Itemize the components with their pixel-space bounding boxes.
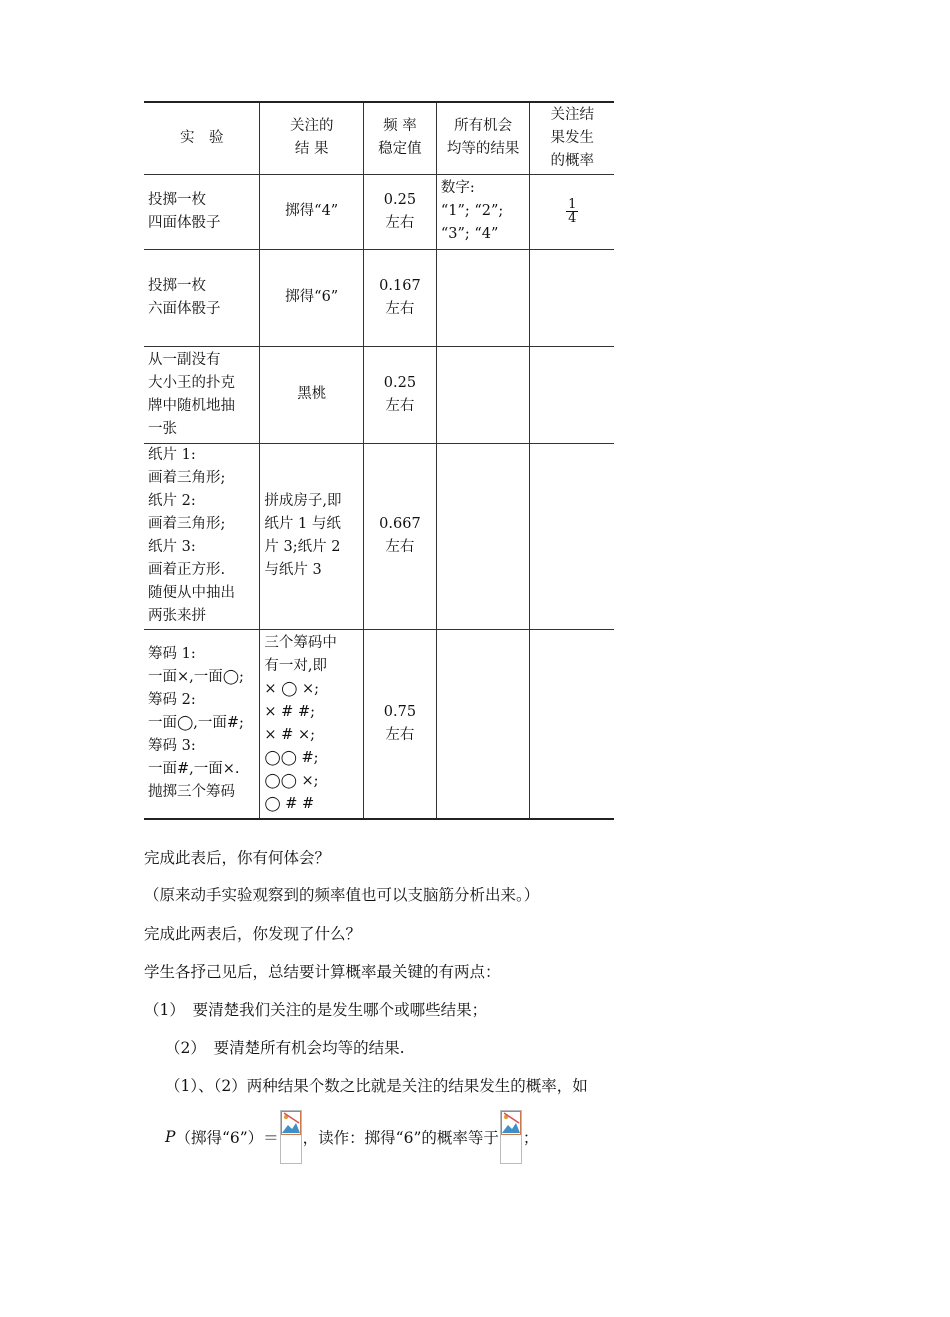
table-row bbox=[144, 249, 614, 346]
cell-line: 0.667 bbox=[379, 516, 421, 532]
cell-line: 筹码 2: bbox=[148, 692, 196, 709]
cell-line: 掷得“4” bbox=[285, 203, 339, 219]
result-cell bbox=[260, 629, 364, 819]
paragraph: 完成此表后，你有何体会？ bbox=[144, 849, 331, 867]
cell-line: 一面◯,一面#; bbox=[148, 715, 244, 732]
cell-line: 所有机会 bbox=[454, 118, 513, 135]
cell-line: 画着三角形; bbox=[148, 516, 226, 532]
cell-line: 一张 bbox=[148, 420, 177, 437]
cell-line: ◯◯ ×; bbox=[264, 772, 319, 789]
cell-line: 画着正方形. bbox=[148, 562, 226, 578]
cell-line: 随便从中抽出 bbox=[148, 585, 235, 601]
cell-line: 稳定值 bbox=[378, 141, 422, 158]
cell-line: 与纸片 3 bbox=[264, 562, 322, 578]
cell-line: 筹码 1: bbox=[148, 646, 196, 663]
probability-cell bbox=[530, 174, 614, 249]
outcomes-cell bbox=[436, 249, 530, 346]
paragraph: （1）、（2）两种结果个数之比就是关注的结果发生的概率，如 bbox=[165, 1077, 588, 1095]
header-cell bbox=[144, 102, 260, 174]
cell-line: 一面#,一面×. bbox=[148, 761, 240, 778]
cell-line: 抛掷三个筹码 bbox=[148, 784, 235, 801]
cell-line: 0.25 bbox=[383, 191, 417, 208]
cell-line: 左右 bbox=[385, 726, 415, 743]
cell-line: 大小王的扑克 bbox=[148, 374, 235, 391]
cell-line: 四面体骰子 bbox=[148, 214, 221, 231]
result-cell bbox=[260, 249, 364, 346]
formula-p-symbol: P bbox=[165, 1128, 176, 1146]
cell-line: 画着三角形; bbox=[148, 470, 226, 486]
outcomes-cell bbox=[436, 443, 530, 629]
cell-line: 两张来拼 bbox=[148, 608, 206, 624]
probability-table bbox=[144, 101, 614, 820]
cell-line: 数字: bbox=[440, 180, 475, 196]
cell-line: 投掷一枚 bbox=[148, 191, 206, 208]
outcomes-cell bbox=[436, 174, 530, 249]
frequency-cell bbox=[364, 346, 437, 443]
formula-text: ； bbox=[522, 1129, 539, 1147]
header-cell bbox=[530, 102, 614, 174]
broken-image-icon bbox=[280, 1110, 302, 1164]
experiment-cell bbox=[144, 174, 260, 249]
experiment-cell bbox=[144, 249, 260, 346]
frequency-cell bbox=[364, 629, 437, 819]
probability-fraction bbox=[566, 198, 578, 225]
broken-image-icon bbox=[500, 1110, 522, 1164]
cell-line: ◯◯ #; bbox=[264, 749, 319, 766]
cell-line: 实 验 bbox=[179, 129, 224, 146]
probability-cell bbox=[530, 249, 614, 346]
cell-line: 三个筹码中 bbox=[264, 634, 337, 651]
probability-cell bbox=[530, 629, 614, 819]
result-cell bbox=[260, 443, 364, 629]
outcomes-cell bbox=[436, 346, 530, 443]
formula-text: （掷得“6”）＝ bbox=[175, 1129, 279, 1147]
probability-cell bbox=[530, 443, 614, 629]
cell-line: 关注结 bbox=[550, 106, 594, 123]
table-header-row bbox=[144, 102, 614, 174]
cell-line: × ◯ ×; bbox=[264, 680, 320, 697]
frequency-cell bbox=[364, 443, 437, 629]
cell-line: 黑桃 bbox=[297, 386, 327, 402]
experiment-cell bbox=[144, 443, 260, 629]
table-row bbox=[144, 174, 614, 249]
cell-line: 0.167 bbox=[379, 277, 421, 294]
frequency-cell bbox=[364, 174, 437, 249]
cell-line: 拼成房子,即 bbox=[264, 493, 342, 509]
cell-line: 掷得“6” bbox=[285, 289, 339, 305]
cell-line: 片 3;纸片 2 bbox=[264, 539, 341, 555]
cell-line: 关注的 bbox=[289, 118, 334, 135]
cell-line: 结 果 bbox=[294, 141, 329, 158]
cell-line: 左右 bbox=[385, 397, 415, 414]
result-cell bbox=[260, 174, 364, 249]
cell-line: “3”; “4” bbox=[440, 226, 499, 242]
paragraph: 完成此两表后，你发现了什么？ bbox=[144, 925, 362, 943]
cell-line: 0.75 bbox=[383, 703, 417, 720]
cell-line: 频 率 bbox=[383, 118, 417, 135]
cell-line: 从一副没有 bbox=[148, 351, 221, 368]
fraction-denominator: 4 bbox=[568, 211, 577, 226]
table-row bbox=[144, 443, 614, 629]
table-row bbox=[144, 629, 614, 819]
header-cell bbox=[436, 102, 530, 174]
cell-line: 左右 bbox=[385, 539, 415, 555]
cell-line: 筹码 3: bbox=[148, 738, 196, 755]
outcomes-cell bbox=[436, 629, 530, 819]
paragraph: （1） 要清楚我们关注的是发生哪个或哪些结果； bbox=[144, 1001, 488, 1019]
cell-line: 纸片 1 与纸 bbox=[264, 516, 341, 532]
frequency-cell bbox=[364, 249, 437, 346]
cell-line: 纸片 3: bbox=[148, 539, 196, 555]
cell-line: 左右 bbox=[385, 300, 415, 317]
experiment-cell bbox=[144, 346, 260, 443]
cell-line: 六面体骰子 bbox=[148, 300, 221, 317]
cell-line: 有一对,即 bbox=[264, 657, 328, 674]
paragraph: （2） 要清楚所有机会均等的结果. bbox=[165, 1039, 405, 1057]
cell-line: 纸片 2: bbox=[148, 493, 196, 509]
cell-line: × # ×; bbox=[264, 726, 315, 743]
cell-line: 果发生 bbox=[550, 129, 594, 146]
cell-line: 左右 bbox=[385, 214, 415, 231]
header-cell bbox=[260, 102, 364, 174]
cell-line: 纸片 1: bbox=[148, 447, 196, 463]
experiment-cell bbox=[144, 629, 260, 819]
cell-line: × # #; bbox=[264, 703, 315, 720]
cell-line: 0.25 bbox=[383, 374, 417, 391]
cell-line: 的概率 bbox=[550, 152, 594, 169]
fraction-numerator: 1 bbox=[568, 197, 577, 212]
result-cell bbox=[260, 346, 364, 443]
probability-formula-line bbox=[165, 1110, 538, 1164]
cell-line: 一面×,一面◯; bbox=[148, 669, 244, 686]
cell-line: ◯ # # bbox=[264, 795, 315, 812]
formula-text: ，读作：掷得“6”的概率等于 bbox=[302, 1129, 499, 1147]
paragraph: （原来动手实验观察到的频率值也可以支脑筋分析出来。） bbox=[144, 886, 540, 904]
probability-cell bbox=[530, 346, 614, 443]
paragraph: 学生各抒己见后，总结要计算概率最关键的有两点： bbox=[144, 963, 501, 981]
cell-line: 投掷一枚 bbox=[148, 277, 206, 294]
table-row bbox=[144, 346, 614, 443]
cell-line: 均等的结果 bbox=[446, 141, 520, 158]
cell-line: 牌中随机地抽 bbox=[148, 397, 235, 414]
header-cell bbox=[364, 102, 437, 174]
cell-line: “1”; “2”; bbox=[440, 203, 504, 219]
